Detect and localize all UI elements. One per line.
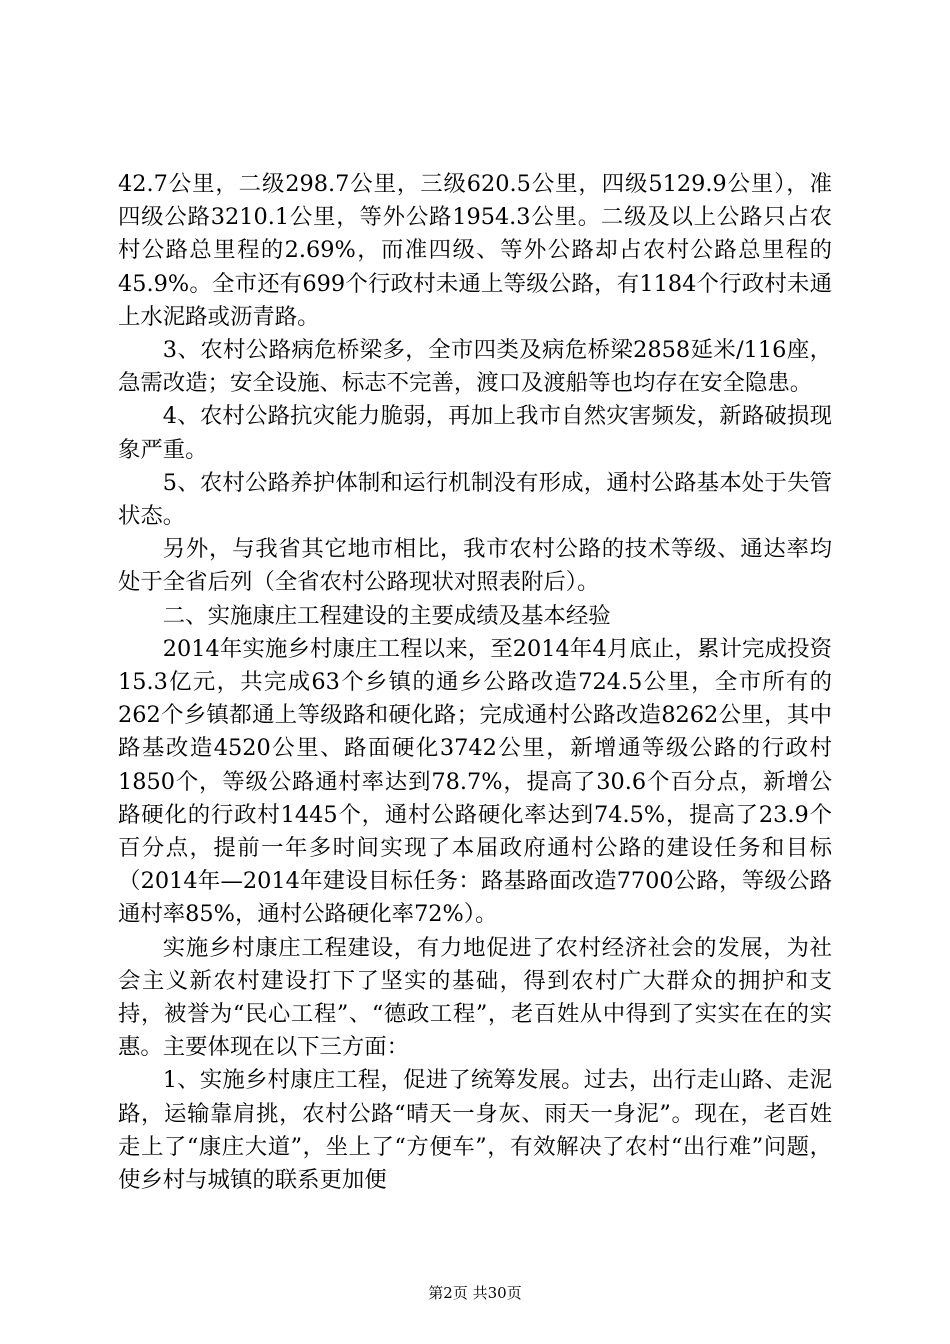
page-number-footer: 第2页 共30页 xyxy=(428,1284,522,1302)
paragraph-achievements: 2014年实施乡村康庄工程以来，至2014年4月底止，累计完成投资15.3亿元，共完成63个乡镇的通乡公路改造724.5公里，全市所有的262个乡镇都通上等级路和硬化路；完成通村公路改造8262公里，其中路基改造4520公里、路面硬化3742公里，新增通等级公路的行政村1850个，等级公路通村率达到78.7%，提高了30.6个百分点，新增公路硬化的行政村1445个，通村公路硬化率达到74.5%，提高了23.9个百分点，提前一年多时间实现了本届政府通村公路的建设任务和目标（2014年—2014年建设目标任务：路基路面改造7700公路，等级公路通村率85%，通村公路硬化率72%）。 xyxy=(118,635,832,928)
paragraph-benefit-1: 1、实施乡村康庄工程，促进了统筹发展。过去，出行走山路、走泥路，运输靠肩挑，农村公路“晴天一身灰、雨天一身泥”。现在，老百姓走上了“康庄大道”，坐上了“方便车”，有效解决了农村“出行难”问题，使乡村与城镇的联系更加便 xyxy=(118,1067,832,1194)
section-heading-2: 二、实施康庄工程建设的主要成绩及基本经验 xyxy=(162,602,611,629)
paragraph-item-4: 4、农村公路抗灾能力脆弱，再加上我市自然灾害频发，新路破损现象严重。 xyxy=(118,403,832,463)
paragraph-additional: 另外，与我省其它地市相比，我市农村公路的技术等级、通达率均处于全省后列（全省农村公路现状对照表附后）。 xyxy=(118,536,832,596)
paragraph-item-3: 3、农村公路病危桥梁多，全市四类及病危桥梁2858延米/116座，急需改造；安全设施、标志不完善，渡口及渡船等也均存在安全隐患。 xyxy=(118,337,832,397)
paragraph-continuation: 42.7公里，二级298.7公里，三级620.5公里，四级5129.9公里），准四级公路3210.1公里，等外公路1954.3公里。二级及以上公路只占农村公路总里程的2.69%，而准四级、等外公路却占农村公路总里程的45.9%。全市还有699个行政村未通上等级公路，有1184个行政村未通上水泥路或沥青路。 xyxy=(118,171,832,330)
paragraph-benefits: 实施乡村康庄工程建设，有力地促进了农村经济社会的发展，为社会主义新农村建设打下了坚实的基础，得到农村广大群众的拥护和支持，被誉为“民心工程”、“德政工程”，老百姓从中得到了实实在在的实惠。主要体现在以下三方面： xyxy=(118,934,832,1061)
document-body xyxy=(118,168,832,1197)
paragraph-item-5: 5、农村公路养护体制和运行机制没有形成，通村公路基本处于失管状态。 xyxy=(118,469,832,530)
